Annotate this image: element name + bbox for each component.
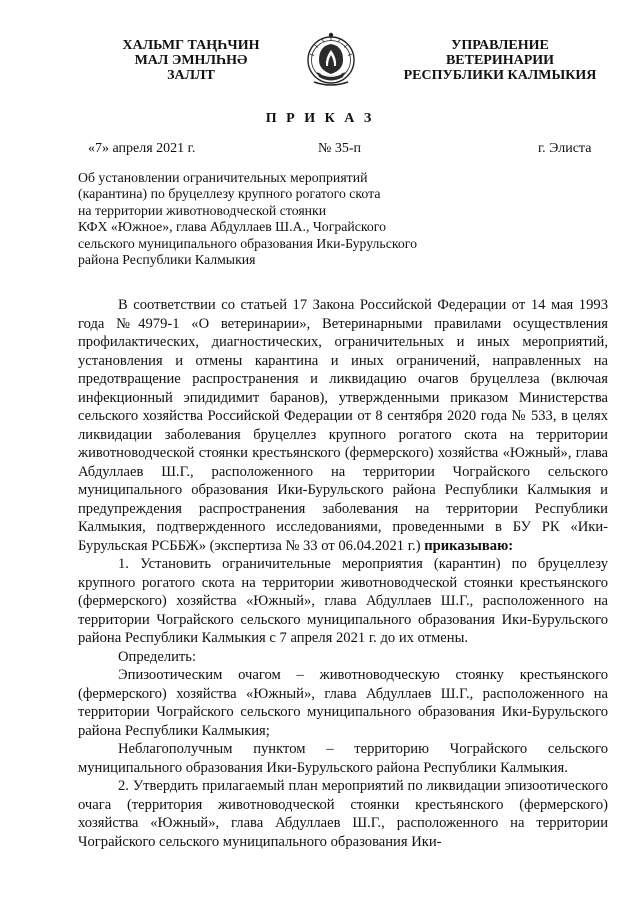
header-right-line: ВЕТЕРИНАРИИ: [445, 53, 555, 68]
header-left-line: МАЛ ЭМНЛҺНӘ: [134, 53, 248, 68]
subject-line: Об установлении ограничительных мероприятий: [78, 170, 368, 185]
subject-line: сельского муниципального образования Ики-Бурульского: [78, 235, 417, 251]
intro-command: приказываю:: [424, 537, 514, 554]
subject-line: КФХ «Южное», глава Абдуллаев Ш.А., Чограйского: [78, 219, 387, 235]
header-right-org: [400, 38, 600, 83]
header-left-org: [96, 38, 286, 83]
order-subject: [78, 170, 498, 268]
order-body: [78, 296, 608, 851]
subject-line: на территории животноводческой стоянки: [78, 202, 327, 218]
header-left-line: ХАЛЬМГ ТАҢҺЧИН: [122, 38, 260, 53]
unsafe-paragraph: Неблагополучным пунктом – территорию Чограйского сельского муниципального образования Ики-Бурульского района Республики Калмыкия.: [78, 741, 608, 776]
header-left-line: ЗАЛЛТ: [167, 68, 215, 83]
header-right-line: РЕСПУБЛИКИ КАЛМЫКИЯ: [403, 68, 597, 83]
subject-line: (карантина) по бруцеллезу крупного рогатого скота: [78, 186, 381, 202]
focus-paragraph: Эпизоотическим очагом – животноводческую стоянку крестьянского (фермерского) хозяйства «Южный», глава Абдуллаев Ш.Г., расположенного на территории Чограйского сельского муниципального образования Ики-Бурульского района Республики Калмыкия;: [78, 667, 608, 739]
intro-paragraph: [78, 296, 608, 555]
define-paragraph: Определить:: [118, 648, 197, 665]
order-number: № 35-п: [318, 141, 362, 156]
item-2-paragraph: 2. Утвердить прилагаемый план мероприятий по ликвидации эпизоотического очага (территория животноводческой стоянки крестьянского (фермерского) хозяйства «Южный», глава Абдуллаев Ш.Г., расположенного на территории Чограйского сельского муниципального образования Ики-: [78, 778, 608, 850]
order-date: «7» апреля 2021 г.: [88, 141, 196, 156]
order-city: г. Элиста: [538, 141, 592, 156]
item-1-paragraph: 1. Установить ограничительные мероприятия (карантин) по бруцеллезу крупного рогатого скота на территории животноводческой стоянки крестьянского (фермерского) хозяйства «Южный», глава Абдуллаев Ш.Г., расположенного на территории Чограйского сельского муниципального образования Ики-Бурульского района Республики Калмыкия с 7 апреля 2021 г. до их отмены.: [78, 556, 608, 646]
kalmykia-coat-of-arms-icon: [305, 30, 357, 90]
document-title: П Р И К А З: [265, 111, 375, 126]
header-right-line: УПРАВЛЕНИЕ: [451, 38, 549, 53]
intro-text: В соответствии со статьей 17 Закона Российской Федерации от 14 мая 1993 года №4979-1 «О ветеринарии», Ветеринарными правилами осуществления профилактических, диагностических, ограничительных и иных мероприятий, установления и отмены карантина и иных ограничений, направленных на предотвращение распространения и ликвидацию очагов бруцеллеза (включая инфекционный эпидидимит баранов), утвержденными приказом Министерства сельского хозяйства Российской Федерации от 8 сентября 2020 года № 533, в целях ликвидации заболевания бруцеллез крупного рогатого скота на территории животноводческой стоянки крестьянского (фермерского) хозяйства «Южный», глава Абдуллаев Ш.Г., расположенного на территории Чограйского сельского муниципального образования Ики-Бурульского района Республики Калмыкия и предупреждения распространения заболевания на территории Республики Калмыкия, подтвержденного исследованиями, проведенными в БУ РК «Ики-Бурульская РСББЖ» (экспертиза № 33 от 06.04.2021 г.): [78, 297, 608, 554]
subject-line: района Республики Калмыкия: [78, 252, 256, 268]
